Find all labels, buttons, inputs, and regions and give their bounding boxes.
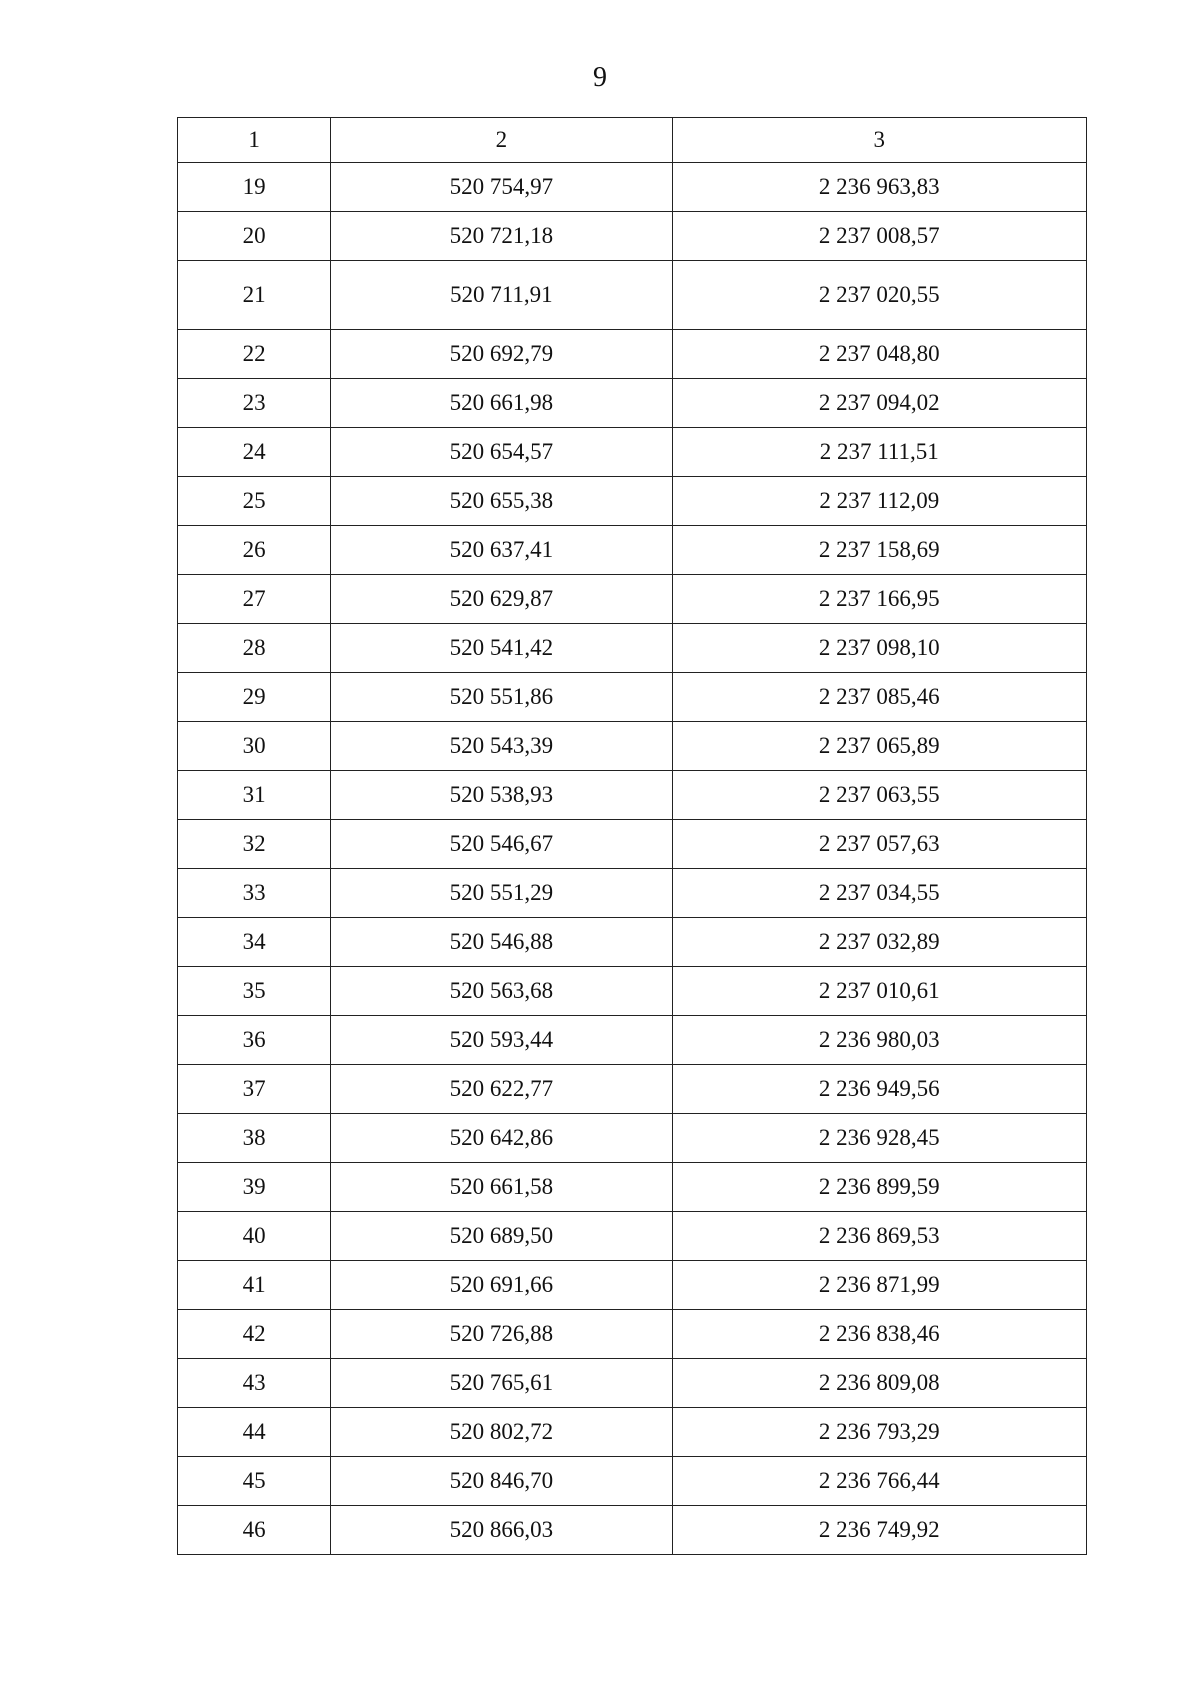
coordinates-table: [177, 117, 1087, 1555]
x-coordinate-cell: 520 765,61: [331, 1359, 672, 1408]
table-row: [178, 330, 1087, 379]
table-row: [178, 575, 1087, 624]
x-coordinate-cell: 520 846,70: [331, 1457, 672, 1506]
header-cell-3: 3: [672, 118, 1086, 163]
table-row: [178, 1261, 1087, 1310]
y-coordinate-cell: 2 236 838,46: [672, 1310, 1086, 1359]
y-coordinate-cell: 2 237 111,51: [672, 428, 1086, 477]
table-header-row: [178, 118, 1087, 163]
y-coordinate-cell: 2 236 749,92: [672, 1506, 1086, 1555]
x-coordinate-cell: 520 551,29: [331, 869, 672, 918]
point-number-cell: 27: [178, 575, 331, 624]
y-coordinate-cell: 2 237 112,09: [672, 477, 1086, 526]
x-coordinate-cell: 520 692,79: [331, 330, 672, 379]
point-number-cell: 42: [178, 1310, 331, 1359]
table-row: [178, 1016, 1087, 1065]
x-coordinate-cell: 520 593,44: [331, 1016, 672, 1065]
table-row: [178, 624, 1087, 673]
point-number-cell: 35: [178, 967, 331, 1016]
y-coordinate-cell: 2 237 098,10: [672, 624, 1086, 673]
x-coordinate-cell: 520 551,86: [331, 673, 672, 722]
table-row: [178, 1065, 1087, 1114]
y-coordinate-cell: 2 236 869,53: [672, 1212, 1086, 1261]
point-number-cell: 36: [178, 1016, 331, 1065]
y-coordinate-cell: 2 237 063,55: [672, 771, 1086, 820]
x-coordinate-cell: 520 754,97: [331, 163, 672, 212]
point-number-cell: 26: [178, 526, 331, 575]
point-number-cell: 24: [178, 428, 331, 477]
table-row: [178, 918, 1087, 967]
point-number-cell: 33: [178, 869, 331, 918]
x-coordinate-cell: 520 661,58: [331, 1163, 672, 1212]
table-row: [178, 1310, 1087, 1359]
table-row: [178, 428, 1087, 477]
header-cell-1: 1: [178, 118, 331, 163]
table-row: [178, 1408, 1087, 1457]
y-coordinate-cell: 2 236 793,29: [672, 1408, 1086, 1457]
point-number-cell: 31: [178, 771, 331, 820]
x-coordinate-cell: 520 563,68: [331, 967, 672, 1016]
x-coordinate-cell: 520 691,66: [331, 1261, 672, 1310]
point-number-cell: 20: [178, 212, 331, 261]
x-coordinate-cell: 520 546,67: [331, 820, 672, 869]
y-coordinate-cell: 2 237 010,61: [672, 967, 1086, 1016]
y-coordinate-cell: 2 237 020,55: [672, 261, 1086, 330]
y-coordinate-cell: 2 237 057,63: [672, 820, 1086, 869]
header-cell-2: 2: [331, 118, 672, 163]
point-number-cell: 45: [178, 1457, 331, 1506]
table-row: [178, 967, 1087, 1016]
page-number: 9: [593, 62, 607, 93]
table-row: [178, 722, 1087, 771]
table-row: [178, 1359, 1087, 1408]
x-coordinate-cell: 520 654,57: [331, 428, 672, 477]
x-coordinate-cell: 520 642,86: [331, 1114, 672, 1163]
y-coordinate-cell: 2 236 871,99: [672, 1261, 1086, 1310]
point-number-cell: 38: [178, 1114, 331, 1163]
x-coordinate-cell: 520 629,87: [331, 575, 672, 624]
y-coordinate-cell: 2 237 166,95: [672, 575, 1086, 624]
y-coordinate-cell: 2 237 094,02: [672, 379, 1086, 428]
point-number-cell: 44: [178, 1408, 331, 1457]
point-number-cell: 23: [178, 379, 331, 428]
table-row: [178, 1212, 1087, 1261]
y-coordinate-cell: 2 236 980,03: [672, 1016, 1086, 1065]
table-row: [178, 1114, 1087, 1163]
table-row: [178, 261, 1087, 330]
x-coordinate-cell: 520 726,88: [331, 1310, 672, 1359]
table-row: [178, 477, 1087, 526]
x-coordinate-cell: 520 546,88: [331, 918, 672, 967]
y-coordinate-cell: 2 237 065,89: [672, 722, 1086, 771]
table-row: [178, 771, 1087, 820]
point-number-cell: 40: [178, 1212, 331, 1261]
point-number-cell: 28: [178, 624, 331, 673]
point-number-cell: 30: [178, 722, 331, 771]
table-row: [178, 163, 1087, 212]
y-coordinate-cell: 2 236 928,45: [672, 1114, 1086, 1163]
point-number-cell: 46: [178, 1506, 331, 1555]
point-number-cell: 43: [178, 1359, 331, 1408]
point-number-cell: 37: [178, 1065, 331, 1114]
point-number-cell: 32: [178, 820, 331, 869]
table-row: [178, 673, 1087, 722]
y-coordinate-cell: 2 236 766,44: [672, 1457, 1086, 1506]
x-coordinate-cell: 520 622,77: [331, 1065, 672, 1114]
table-row: [178, 1457, 1087, 1506]
x-coordinate-cell: 520 637,41: [331, 526, 672, 575]
x-coordinate-cell: 520 655,38: [331, 477, 672, 526]
y-coordinate-cell: 2 236 899,59: [672, 1163, 1086, 1212]
x-coordinate-cell: 520 541,42: [331, 624, 672, 673]
y-coordinate-cell: 2 237 032,89: [672, 918, 1086, 967]
point-number-cell: 39: [178, 1163, 331, 1212]
table-row: [178, 212, 1087, 261]
x-coordinate-cell: 520 689,50: [331, 1212, 672, 1261]
point-number-cell: 21: [178, 261, 331, 330]
point-number-cell: 19: [178, 163, 331, 212]
table-row: [178, 526, 1087, 575]
y-coordinate-cell: 2 236 809,08: [672, 1359, 1086, 1408]
point-number-cell: 22: [178, 330, 331, 379]
table-row: [178, 1506, 1087, 1555]
point-number-cell: 41: [178, 1261, 331, 1310]
table-row: [178, 379, 1087, 428]
y-coordinate-cell: 2 237 085,46: [672, 673, 1086, 722]
x-coordinate-cell: 520 661,98: [331, 379, 672, 428]
x-coordinate-cell: 520 543,39: [331, 722, 672, 771]
y-coordinate-cell: 2 236 963,83: [672, 163, 1086, 212]
table-row: [178, 869, 1087, 918]
table-row: [178, 1163, 1087, 1212]
y-coordinate-cell: 2 236 949,56: [672, 1065, 1086, 1114]
x-coordinate-cell: 520 802,72: [331, 1408, 672, 1457]
point-number-cell: 25: [178, 477, 331, 526]
y-coordinate-cell: 2 237 034,55: [672, 869, 1086, 918]
x-coordinate-cell: 520 721,18: [331, 212, 672, 261]
x-coordinate-cell: 520 538,93: [331, 771, 672, 820]
x-coordinate-cell: 520 866,03: [331, 1506, 672, 1555]
x-coordinate-cell: 520 711,91: [331, 261, 672, 330]
table-row: [178, 820, 1087, 869]
y-coordinate-cell: 2 237 158,69: [672, 526, 1086, 575]
point-number-cell: 34: [178, 918, 331, 967]
point-number-cell: 29: [178, 673, 331, 722]
y-coordinate-cell: 2 237 048,80: [672, 330, 1086, 379]
y-coordinate-cell: 2 237 008,57: [672, 212, 1086, 261]
